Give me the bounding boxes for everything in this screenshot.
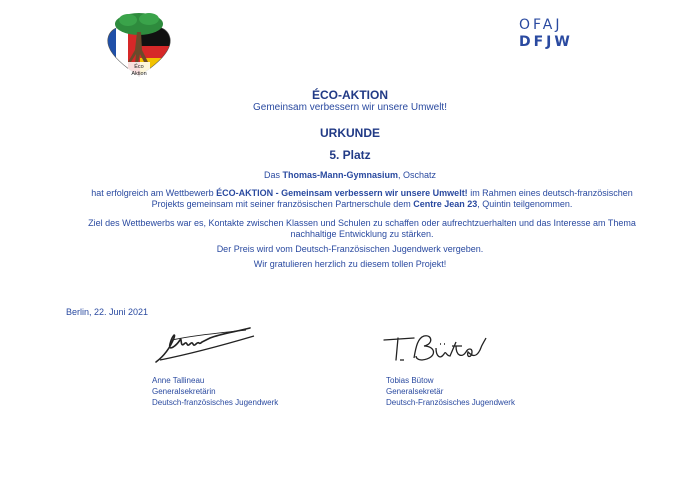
svg-text:Aktion: Aktion (131, 71, 147, 77)
paragraph-participation: hat erfolgreich am Wettbewerb ÉCO-AKTION - Gemeinsam verbessern wir unsere Umwelt! im Rahmen eines deutsch-französischen Projekts gemeinsam mit seiner französischen Partnerschule dem Centre Jean 23, Quintin teilgenommen. (91, 188, 633, 209)
signatory-name: Tobias Bütow (386, 376, 434, 385)
signatory-right (386, 375, 515, 408)
signatory-org: Deutsch-französisches Jugendwerk (152, 398, 279, 407)
school-line: Das Thomas-Mann-Gymnasium, Oschatz (263, 170, 437, 180)
competition-name: ÉCO-AKTION - Gemeinsam verbessern wir unsere Umwelt! (216, 188, 468, 198)
org-acronym-de: DFJW (519, 34, 573, 50)
school-name: Thomas-Mann-Gymnasium (282, 170, 398, 180)
partner-school-name: Centre Jean 23 (413, 199, 478, 209)
paragraph-prize: Der Preis wird vom Deutsch-Französischen Jugendwerk vergeben. (216, 244, 484, 254)
eco-aktion-logo (104, 10, 174, 80)
page-subtitle: Gemeinsam verbessern wir unsere Umwelt! (253, 102, 447, 113)
page-title: ÉCO-AKTION (312, 88, 388, 102)
certificate-heading: URKUNDE (320, 126, 380, 140)
ofaj-dfjw-logo (519, 17, 573, 51)
certificate-place: 5. Platz (329, 148, 371, 162)
signature-buetow (380, 330, 492, 368)
paragraph-goal: Ziel des Wettbewerbs war es, Kontakte zwischen Klassen und Schulen zu schaffen oder aufrechtzuerhalten und das Interesse am Thema nachhaltige Entwicklung zu stärken. (88, 218, 636, 239)
signatory-role: Generalsekretärin (152, 387, 216, 396)
signatory-left (152, 375, 278, 408)
svg-text:Éco: Éco (134, 64, 144, 70)
signatory-name: Anne Tallineau (152, 376, 205, 385)
org-acronym-fr: OFAJ (519, 17, 563, 33)
date-line: Berlin, 22. Juni 2021 (66, 307, 149, 317)
signature-tallineau (150, 318, 260, 366)
paragraph-congratulations: Wir gratulieren herzlich zu diesem tollen Projekt! (253, 259, 447, 269)
signatory-org: Deutsch-Französisches Jugendwerk (386, 398, 515, 407)
signatory-role: Generalsekretär (386, 387, 444, 396)
